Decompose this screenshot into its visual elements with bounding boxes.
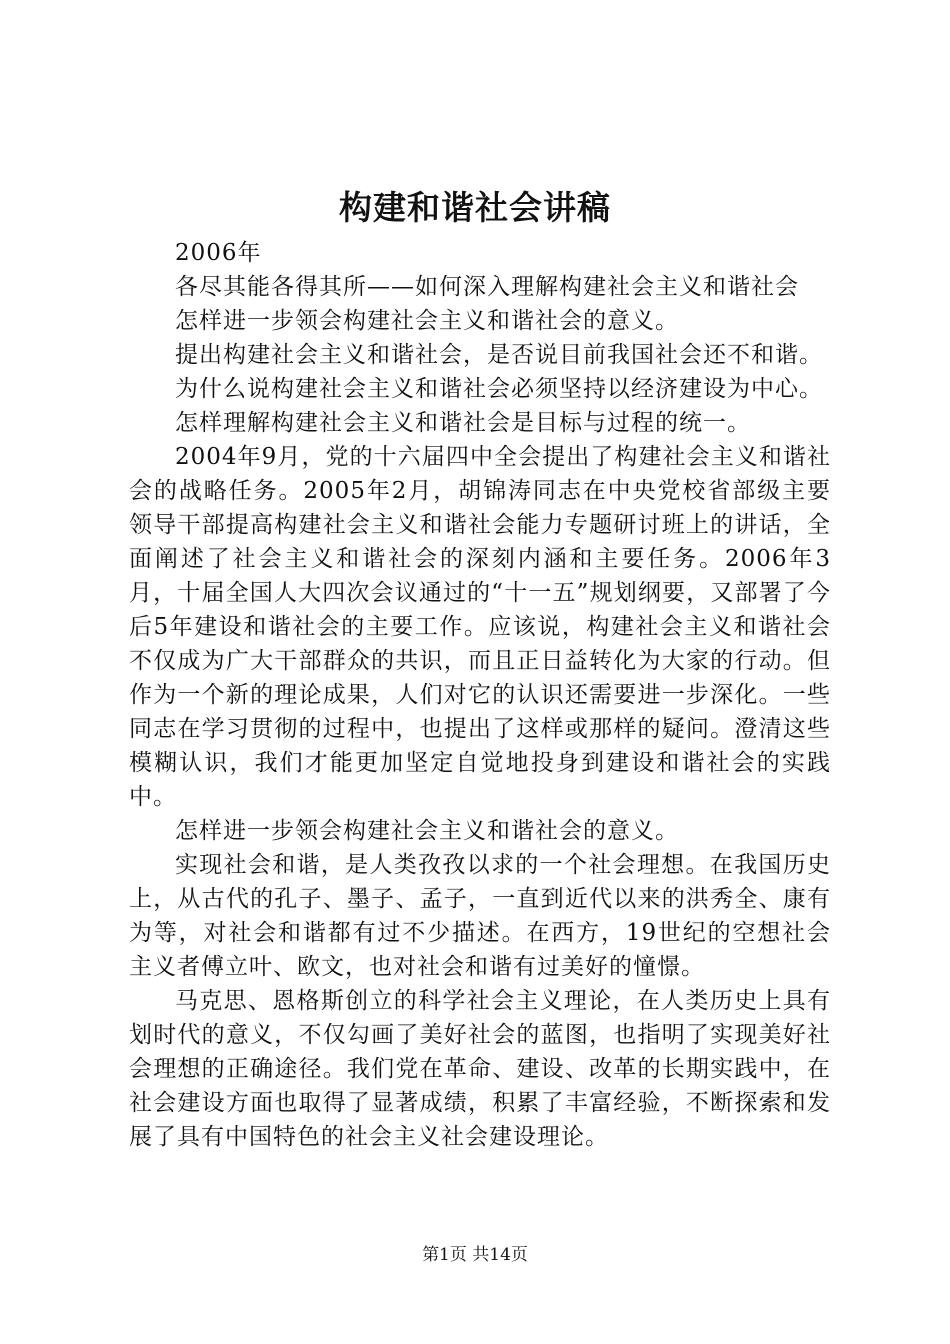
paragraph-marxism: 马克思、恩格斯创立的科学社会主义理论，在人类历史上具有划时代的意义，不仅勾画了美好社会的蓝图，也指明了实现美好社会理想的正确途径。我们党在革命、建设、改革的长期实践中，在社会建设方面也取得了显著成绩，积累了丰富经验，不断探索和发展了具有中国特色的社会主义社会建设理论。 — [129, 988, 831, 1150]
paragraph-year: 2006年 — [175, 240, 262, 266]
paragraph-subtitle: 各尽其能各得其所——如何深入理解构建社会主义和谐社会 — [175, 274, 799, 300]
document-title: 构建和谐社会讲稿 — [339, 188, 611, 227]
paragraph-question-1: 怎样进一步领会构建社会主义和谐社会的意义。 — [175, 308, 679, 334]
paragraph-section-heading: 怎样进一步领会构建社会主义和谐社会的意义。 — [175, 818, 679, 844]
document-body — [129, 236, 831, 1154]
paragraph-question-4: 怎样理解构建社会主义和谐社会是目标与过程的统一。 — [175, 410, 751, 436]
paragraph-question-2: 提出构建社会主义和谐社会，是否说目前我国社会还不和谐。 — [175, 342, 823, 368]
paragraph-intro: 2004年9月，党的十六届四中全会提出了构建社会主义和谐社会的战略任务。2005年2月，胡锦涛同志在中央党校省部级主要领导干部提高构建社会主义和谐社会能力专题研讨班上的讲话，全面阐述了社会主义和谐社会的深刻内涵和主要任务。2006年3月，十届全国人大四次会议通过的“十一五”规划纲要，又部署了今后5年建设和谐社会的主要工作。应该说，构建社会主义和谐社会不仅成为广大干部群众的共识，而且正日益转化为大家的行动。但作为一个新的理论成果，人们对它的认识还需要进一步深化。一些同志在学习贯彻的过程中，也提出了这样或那样的疑问。澄清这些模糊认识，我们才能更加坚定自觉地投身到建设和谐社会的实践中。 — [129, 444, 831, 810]
paragraph-question-3: 为什么说构建社会主义和谐社会必须坚持以经济建设为中心。 — [175, 376, 823, 402]
paragraph-history: 实现社会和谐，是人类孜孜以求的一个社会理想。在我国历史上，从古代的孔子、墨子、孟子，一直到近代以来的洪秀全、康有为等，对社会和谐都有过不少描述。在西方，19世纪的空想社会主义者傅立叶、欧文，也对社会和谐有过美好的憧憬。 — [129, 852, 831, 980]
page-footer: 第1页 共14页 — [422, 1245, 528, 1265]
